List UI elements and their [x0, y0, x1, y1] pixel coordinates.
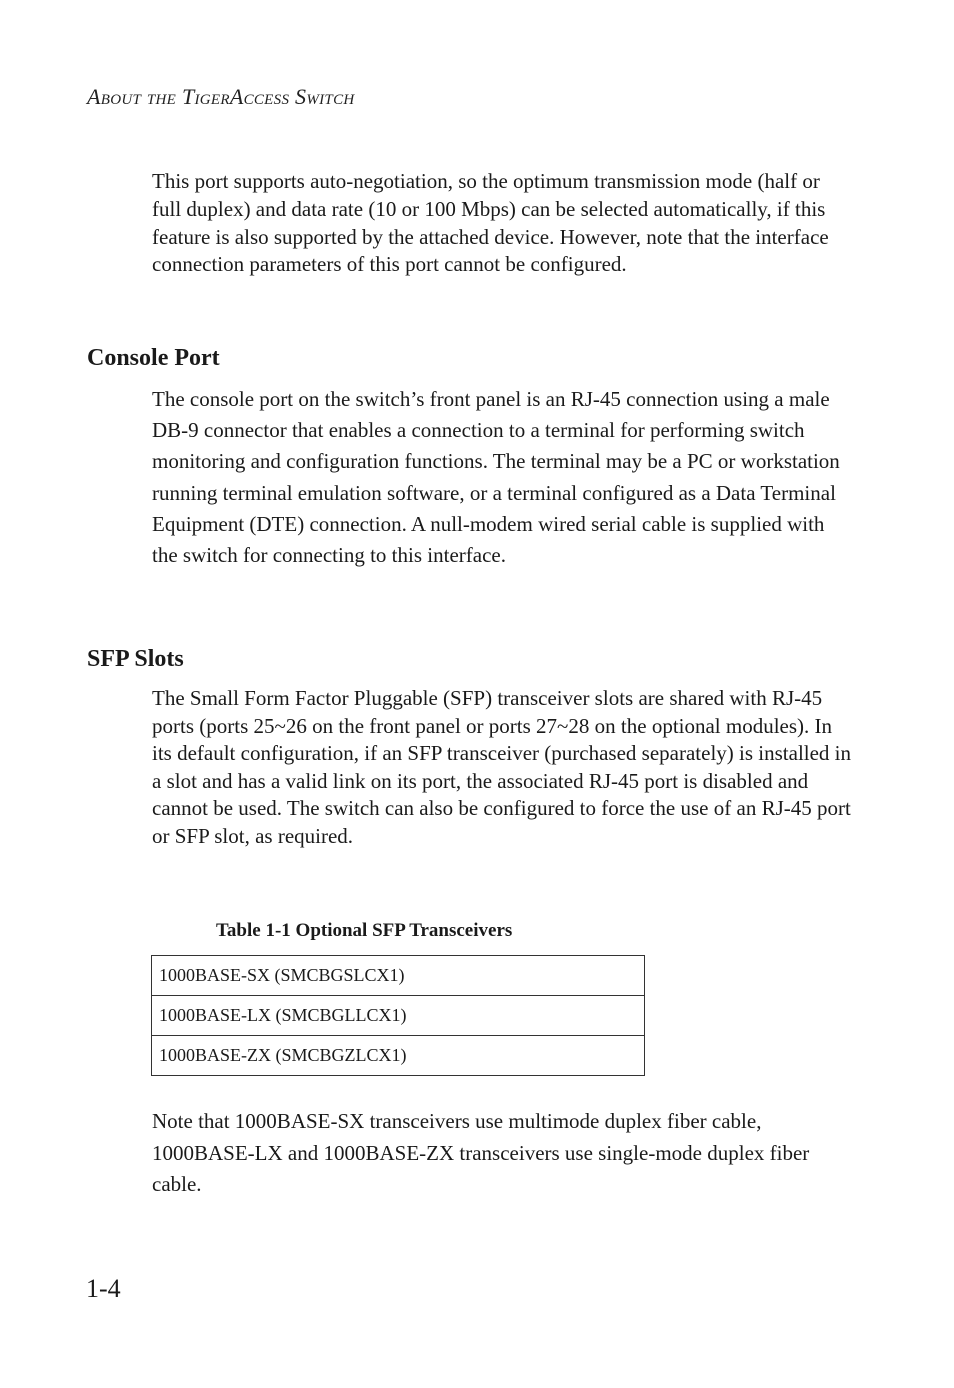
- console-port-heading: Console Port: [87, 345, 220, 371]
- table-row: [152, 1036, 645, 1076]
- console-port-paragraph: The console port on the switch’s front panel is an RJ-45 connection using a male DB-9 connector that enables a connection to a terminal for performing switch monitoring and configuration functions. The terminal may be a PC or workstation running terminal emulation software, or a terminal configured as a Data Terminal Equipment (DTE) connection. A null-modem wired serial cable is supplied with the switch for connecting to this interface.: [152, 387, 840, 568]
- sfp-slots-heading: SFP Slots: [87, 646, 184, 672]
- table-row: [152, 956, 645, 996]
- sfp-slots-paragraph: The Small Form Factor Pluggable (SFP) transceiver slots are shared with RJ-45 ports (ports 25~26 on the front panel or ports 27~28 on the optional modules). In its default configuration, if an SFP transceiver (purchased separately) is installed in a slot and has a valid link on its port, the associated RJ-45 port is disabled and cannot be used. The switch can also be configured to force the use of an RJ-45 port or SFP slot, as required.: [152, 686, 852, 848]
- table-cell: 1000BASE-ZX (SMCBGZLCX1): [152, 1036, 645, 1076]
- table-row: [152, 996, 645, 1036]
- table-cell: 1000BASE-SX (SMCBGSLCX1): [152, 956, 645, 996]
- intro-paragraph: This port supports auto-negotiation, so the optimum transmission mode (half or full duplex) and data rate (10 or 100 Mbps) can be selected automatically, if this feature is also supported by the attached device. However, note that the interface connection parameters of this port cannot be configured.: [152, 169, 829, 277]
- sfp-transceiver-table: [151, 955, 645, 1076]
- table-cell: 1000BASE-LX (SMCBGLLCX1): [152, 996, 645, 1036]
- page-number: 1-4: [86, 1274, 121, 1303]
- note-paragraph: Note that 1000BASE-SX transceivers use multimode duplex fiber cable, 1000BASE-LX and 1000BASE-ZX transceivers use single-mode duplex fiber cable.: [152, 1109, 810, 1196]
- running-header: About the TigerAccess Switch: [87, 84, 355, 109]
- table-caption: Table 1-1 Optional SFP Transceivers: [216, 920, 513, 941]
